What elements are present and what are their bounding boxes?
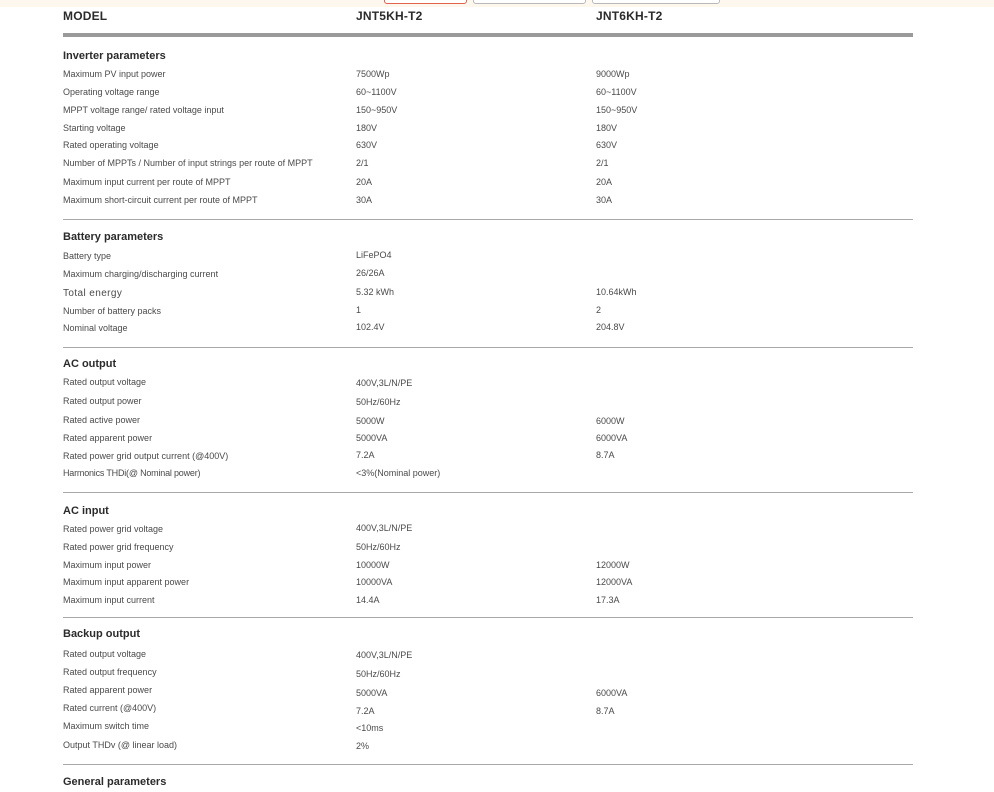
row-value-col1: 102.4V: [356, 322, 385, 332]
row-value-col1: 7.2A: [356, 706, 375, 716]
row-value-col1: 180V: [356, 123, 378, 133]
row-value-col1: 5000VA: [356, 433, 388, 443]
row-label: Rated operating voltage: [63, 140, 159, 150]
section-divider: [63, 219, 913, 220]
row-value-col1: 50Hz/60Hz: [356, 669, 401, 679]
row-value-col2: 9000Wp: [596, 69, 630, 79]
section-divider: [63, 347, 913, 348]
row-value-col2: 8.7A: [596, 706, 615, 716]
section-divider: [63, 764, 913, 765]
row-label: Starting voltage: [63, 123, 126, 133]
row-value-col2: 10.64kWh: [596, 287, 637, 297]
row-value-col2: 2/1: [596, 158, 609, 168]
row-label: Maximum short-circuit current per route of MPPT: [63, 195, 258, 205]
row-label: Maximum input current per route of MPPT: [63, 177, 231, 187]
row-label: Number of MPPTs / Number of input strings per route of MPPT: [63, 158, 313, 168]
row-label: Rated output voltage: [63, 649, 147, 659]
row-value-col1: 50Hz/60Hz: [356, 397, 401, 407]
row-value-col1: 60~1100V: [356, 87, 397, 97]
row-label: MPPT voltage range/ rated voltage input: [63, 105, 224, 115]
row-value-col1: 400V,3L/N/PE: [356, 650, 413, 660]
row-value-col1: <10ms: [356, 723, 384, 733]
row-value-col2: 630V: [596, 140, 618, 150]
row-label: Rated apparent power: [63, 433, 153, 443]
section-title-battery: Battery parameters: [63, 231, 164, 243]
row-value-col1: 14.4A: [356, 595, 380, 605]
row-value-col2: 8.7A: [596, 450, 615, 460]
row-value-col2: 6000W: [596, 416, 625, 426]
row-value-col2: 6000VA: [596, 688, 628, 698]
header-divider: [63, 33, 913, 37]
section-title-backup-output: Backup output: [63, 628, 140, 640]
row-label: Rated power grid voltage: [63, 524, 164, 534]
row-value-col1: 400V,3L/N/PE: [356, 523, 413, 533]
header-model: MODEL: [63, 9, 108, 23]
row-label: Harmonics THDi(@ Nominal power): [63, 468, 201, 478]
row-value-col2: 204.8V: [596, 322, 625, 332]
row-label: Maximum switch time: [63, 721, 150, 731]
row-value-col1: 7.2A: [356, 450, 375, 460]
row-label: Nominal voltage: [63, 323, 128, 333]
section-divider: [63, 617, 913, 618]
row-label: Operating voltage range: [63, 87, 160, 97]
row-value-col1: <3%(Nominal power): [356, 468, 441, 478]
row-value-col1: 5000W: [356, 416, 385, 426]
row-value-col2: 12000VA: [596, 577, 633, 587]
row-label: Battery type: [63, 251, 112, 261]
row-value-col2: 180V: [596, 123, 618, 133]
row-label: Output THDv (@ linear load): [63, 740, 178, 750]
header-col-jnt6kh: JNT6KH-T2: [596, 9, 663, 23]
row-value-col2: 2: [596, 305, 602, 315]
row-value-col1: 2/1: [356, 158, 369, 168]
row-label: Rated power grid output current (@400V): [63, 451, 229, 461]
row-value-col1: 7500Wp: [356, 69, 390, 79]
row-value-col1: 50Hz/60Hz: [356, 542, 401, 552]
section-divider: [63, 492, 913, 493]
row-value-col2: 12000W: [596, 560, 630, 570]
section-title-ac-output: AC output: [63, 358, 117, 370]
row-value-col1: 26/26A: [356, 268, 385, 278]
row-value-col2: 17.3A: [596, 595, 620, 605]
row-label: Rated output voltage: [63, 377, 147, 387]
row-value-col1: 400V,3L/N/PE: [356, 378, 413, 388]
section-title-general: General parameters: [63, 776, 167, 788]
row-label: Maximum input apparent power: [63, 577, 190, 587]
row-value-col1: LiFePO4: [356, 250, 392, 260]
row-value-col1: 5000VA: [356, 688, 388, 698]
row-value-col2: 20A: [596, 177, 613, 187]
row-value-col1: 5.32 kWh: [356, 287, 395, 297]
row-value-col1: 630V: [356, 140, 378, 150]
row-value-col2: 30A: [596, 195, 613, 205]
row-value-col1: 10000W: [356, 560, 390, 570]
header-col-jnt5kh: JNT5KH-T2: [356, 9, 423, 23]
row-label: Rated power grid frequency: [63, 542, 174, 552]
section-title-inverter: Inverter parameters: [63, 50, 166, 62]
row-value-col1: 10000VA: [356, 577, 393, 587]
row-value-col1: 2%: [356, 741, 370, 751]
tab-button[interactable]: [592, 0, 720, 4]
row-label: Number of battery packs: [63, 306, 162, 316]
row-value-col1: 30A: [356, 195, 373, 205]
section-title-ac-input: AC input: [63, 505, 109, 517]
row-label: Rated active power: [63, 415, 141, 425]
row-label: Maximum input power: [63, 560, 152, 570]
row-value-col1: 20A: [356, 177, 373, 187]
row-label: Rated output frequency: [63, 667, 157, 677]
row-label: Maximum PV input power: [63, 69, 166, 79]
row-value-col2: 60~1100V: [596, 87, 637, 97]
row-value-col1: 1: [356, 305, 362, 315]
row-label: Maximum charging/discharging current: [63, 269, 219, 279]
tab-button[interactable]: [473, 0, 586, 4]
row-label: Rated apparent power: [63, 685, 153, 695]
row-label: Rated current (@400V): [63, 703, 157, 713]
row-label: Rated output power: [63, 396, 142, 406]
row-value-col1: 150~950V: [356, 105, 398, 115]
row-value-col2: 150~950V: [596, 105, 638, 115]
row-label: Total energy: [63, 288, 123, 299]
row-value-col2: 6000VA: [596, 433, 628, 443]
row-label: Maximum input current: [63, 595, 155, 605]
tab-button-active[interactable]: [384, 0, 467, 4]
